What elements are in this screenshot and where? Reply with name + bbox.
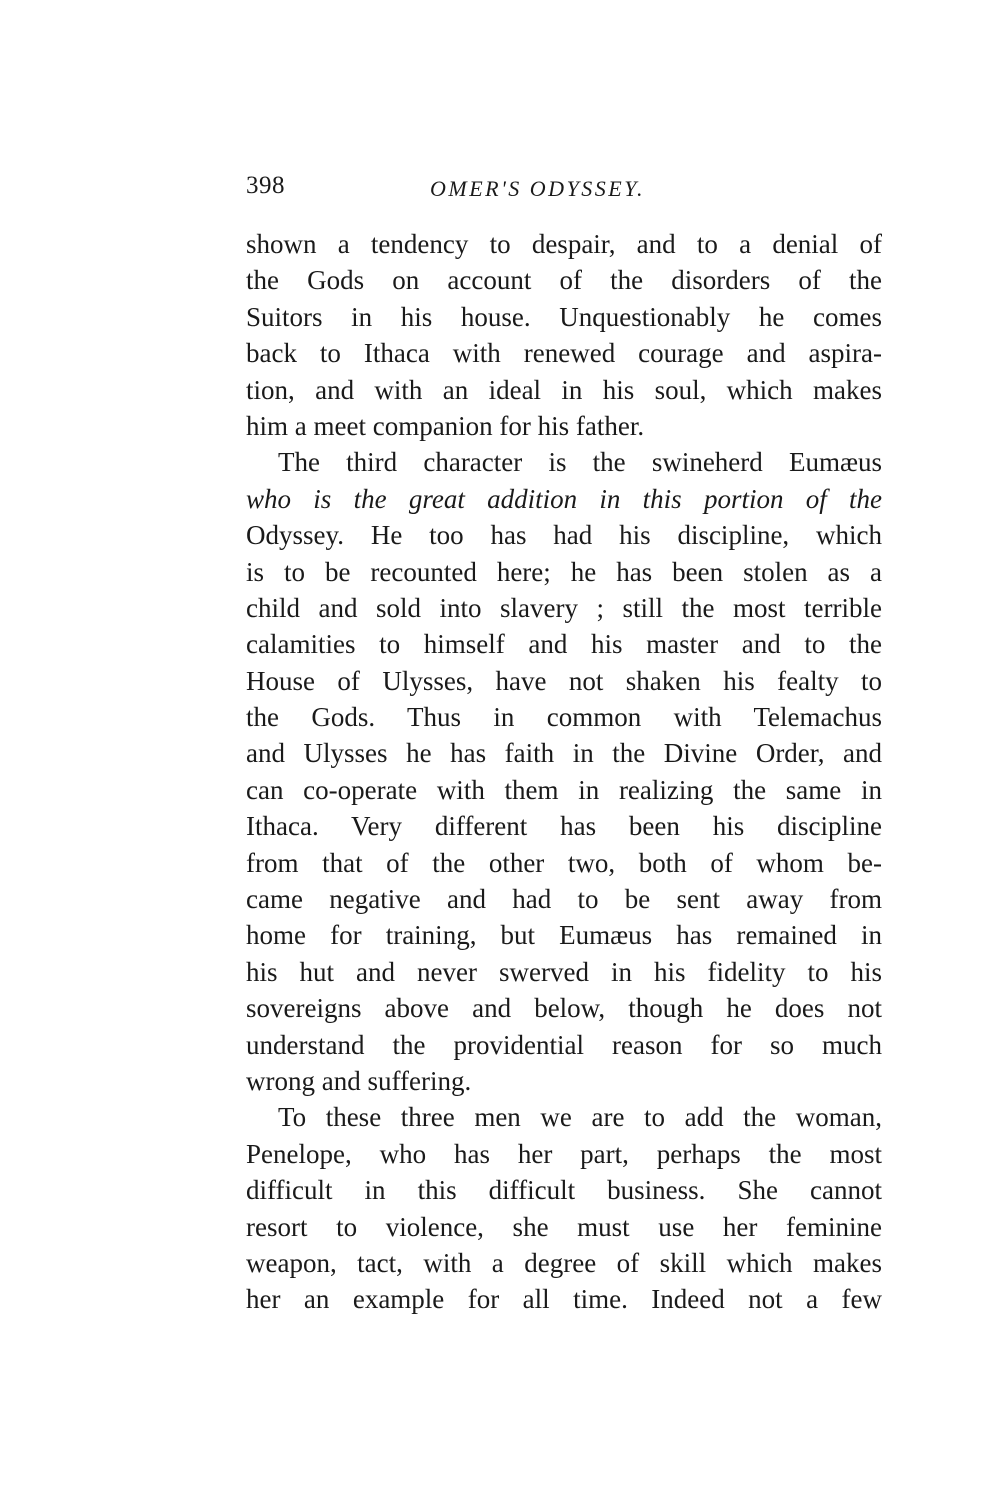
text-line: back to Ithaca with renewed courage and aspira- bbox=[246, 338, 882, 369]
text-line: tion, and with an ideal in his soul, which makes bbox=[246, 374, 882, 405]
running-head bbox=[246, 172, 886, 212]
text-line: The third character is the swineherd Eumæus bbox=[278, 447, 882, 478]
text-line: him a meet companion for his father. bbox=[246, 410, 645, 441]
text-line: Suitors in his house. Unquestionably he comes bbox=[246, 301, 882, 332]
text-line: calamities to himself and his master and to the bbox=[246, 629, 882, 660]
text-line: is to be recounted here; he has been stolen as a bbox=[246, 556, 882, 587]
text-line: difficult in this difficult business. She cannot bbox=[246, 1175, 882, 1206]
text-line: child and sold into slavery ; still the most terrible bbox=[246, 592, 882, 623]
text-line: shown a tendency to despair, and to a denial of bbox=[246, 229, 882, 259]
page-number: 398 bbox=[246, 172, 285, 199]
text-line: weapon, tact, with a degree of skill which makes bbox=[246, 1247, 882, 1278]
text-line: House of Ulysses, have not shaken his fealty to bbox=[246, 665, 882, 696]
text-line: can co-operate with them in realizing the same in bbox=[246, 774, 882, 805]
running-title: OMER'S ODYSSEY. bbox=[430, 176, 645, 201]
text-line: sovereigns above and below, though he does not bbox=[246, 993, 882, 1024]
text-line: resort to violence, she must use her feminine bbox=[246, 1211, 882, 1242]
text-line: Ithaca. Very different has been his discipline bbox=[246, 811, 882, 842]
text-line: To these three men we are to add the woman, bbox=[278, 1102, 882, 1133]
text-line: the Gods. Thus in common with Telemachus bbox=[246, 702, 882, 733]
text-line: his hut and never swerved in his fidelity to his bbox=[246, 956, 882, 987]
text-line: from that of the other two, both of whom be- bbox=[246, 847, 882, 878]
text-line: came negative and had to be sent away from bbox=[246, 884, 882, 915]
text-line: home for training, but Eumæus has remained in bbox=[246, 920, 882, 951]
text-line: the Gods on account of the disorders of the bbox=[246, 265, 882, 296]
body-text bbox=[246, 226, 882, 1318]
text-line: Penelope, who has her part, perhaps the most bbox=[246, 1138, 882, 1169]
text-line: and Ulysses he has faith in the Divine Order, and bbox=[246, 738, 882, 769]
text-line: her an example for all time. Indeed not a few bbox=[246, 1284, 882, 1315]
text-line: who is the great addition in this portion of the bbox=[246, 483, 882, 514]
text-line: understand the providential reason for so much bbox=[246, 1029, 882, 1060]
text-line: Odyssey. He too has had his discipline, which bbox=[246, 520, 882, 551]
text-line: wrong and suffering. bbox=[246, 1065, 472, 1096]
